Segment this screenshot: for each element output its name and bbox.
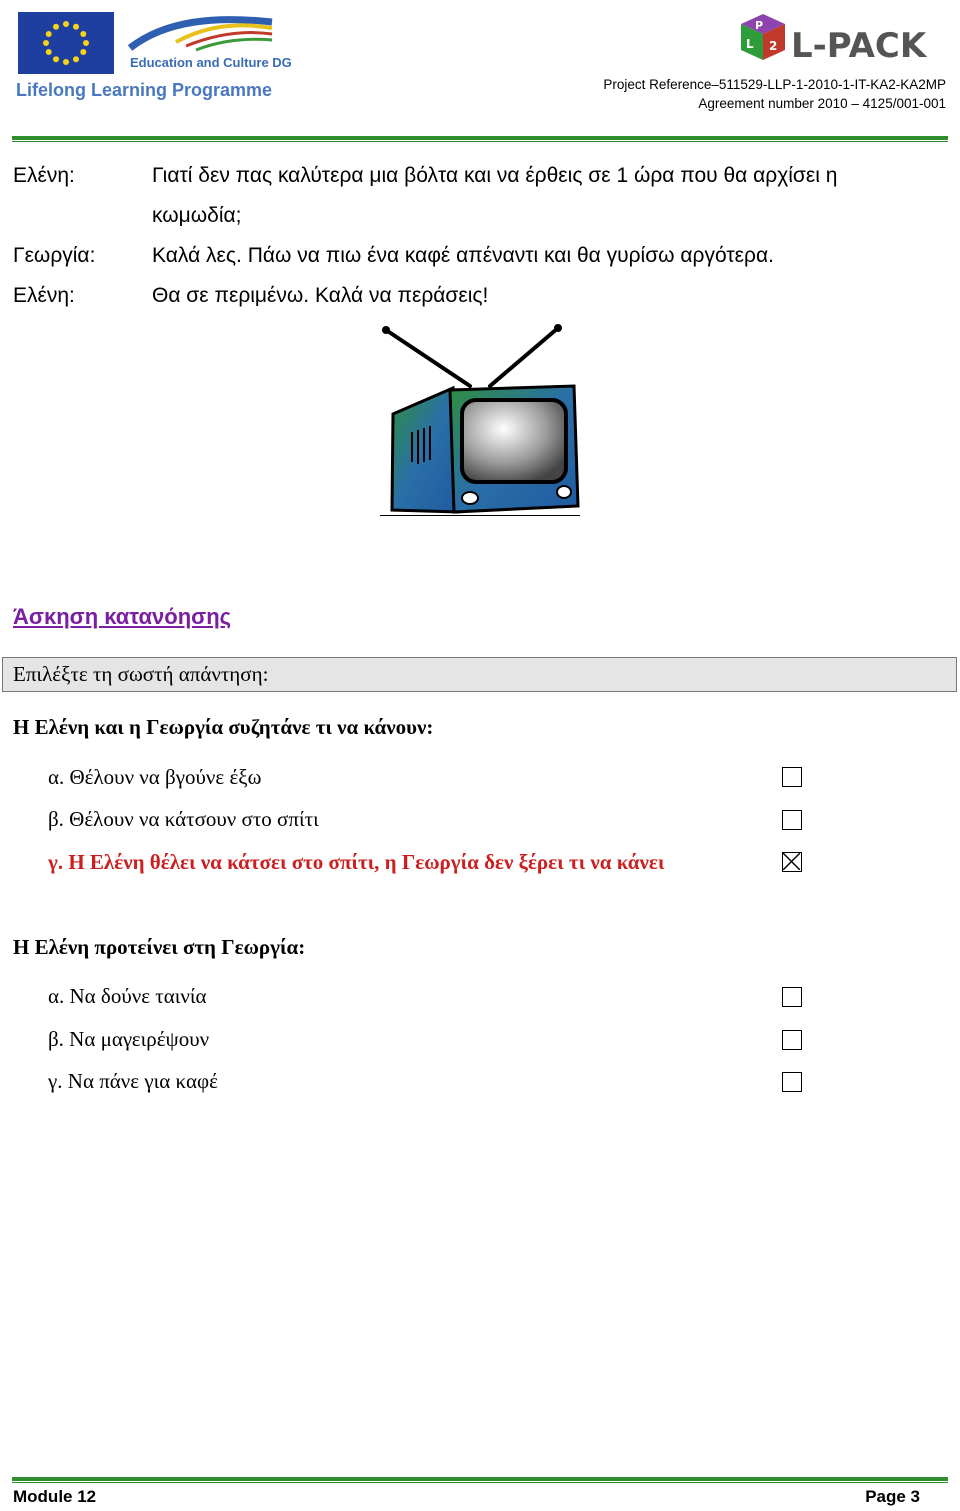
lpack-logo [735,12,940,72]
question-1: Η Ελένη και η Γεωργία συζητάνε τι να κάνουν: [13,715,434,739]
question-1-option-b: β. Θέλουν να κάτσουν στο σπίτι [48,807,319,831]
question-2-option-c-checkbox[interactable] [782,1072,802,1092]
question-2-option-a: α. Να δούνε ταινία [48,984,207,1008]
project-reference: Project Reference–511529-LLP-1-2010-1-IT-KA2-KA2MP [603,77,946,92]
footer-page-number: Page 3 [865,1487,920,1506]
lpack-cube-icon [735,12,793,72]
question-1-option-c: γ. Η Ελένη θέλει να κάτσει στο σπίτι, η Γεωργία δεν ξέρει τι να κάνει [48,850,665,874]
instruction-text: Επιλέξτε τη σωστή απάντηση: [13,662,269,686]
swoosh-icon [126,12,276,54]
dialogue-speaker: Γεωργία: [13,244,96,267]
eu-logo-line1: Education and Culture DG [130,55,292,70]
question-2-option-b-checkbox[interactable] [782,1030,802,1050]
exercise-heading: Άσκηση κατανόησης [13,604,232,629]
checkmark-x-icon [783,853,800,870]
header-divider-thin [12,141,948,142]
svg-text:L: L [746,37,754,51]
question-1-option-a-checkbox[interactable] [782,767,802,787]
question-1-option-a: α. Θέλουν να βγούνε έξω [48,765,262,789]
svg-text:P: P [755,19,764,32]
illustration-baseline [380,515,580,516]
dialogue-speaker: Ελένη: [13,284,75,307]
question-1-option-c-checkbox[interactable] [782,852,802,872]
dialogue-line: κωμωδία; [152,204,242,227]
footer-divider [12,1477,948,1481]
footer-divider-thin [12,1482,948,1483]
question-1-option-b-checkbox[interactable] [782,810,802,830]
header-divider [12,136,948,140]
dialogue-line: Θα σε περιμένω. Καλά να περάσεις! [152,284,489,307]
eu-logo-line2: Lifelong Learning Programme [16,80,273,100]
dialogue-line: Καλά λες. Πάω να πιω ένα καφέ απέναντι και θα γυρίσω αργότερα. [152,244,774,267]
question-2-option-b: β. Να μαγειρέψουν [48,1027,210,1051]
dialogue-line: Γιατί δεν πας καλύτερα μια βόλτα και να έρθεις σε 1 ώρα που θα αρχίσει η [152,164,838,187]
question-2: Η Ελένη προτείνει στη Γεωργία: [13,935,306,959]
question-2-option-a-checkbox[interactable] [782,987,802,1007]
television-illustration-icon [378,322,583,522]
eu-lifelong-learning-logo [14,8,292,106]
question-2-option-c: γ. Να πάνε για καφέ [48,1069,218,1093]
lpack-logo-text: L-PACK [791,26,927,66]
svg-text:2: 2 [769,39,778,53]
footer-module: Module 12 [13,1487,97,1506]
dialogue-speaker: Ελένη: [13,164,75,187]
agreement-number: Agreement number 2010 – 4125/001-001 [698,96,946,111]
eu-flag-icon [18,12,114,74]
